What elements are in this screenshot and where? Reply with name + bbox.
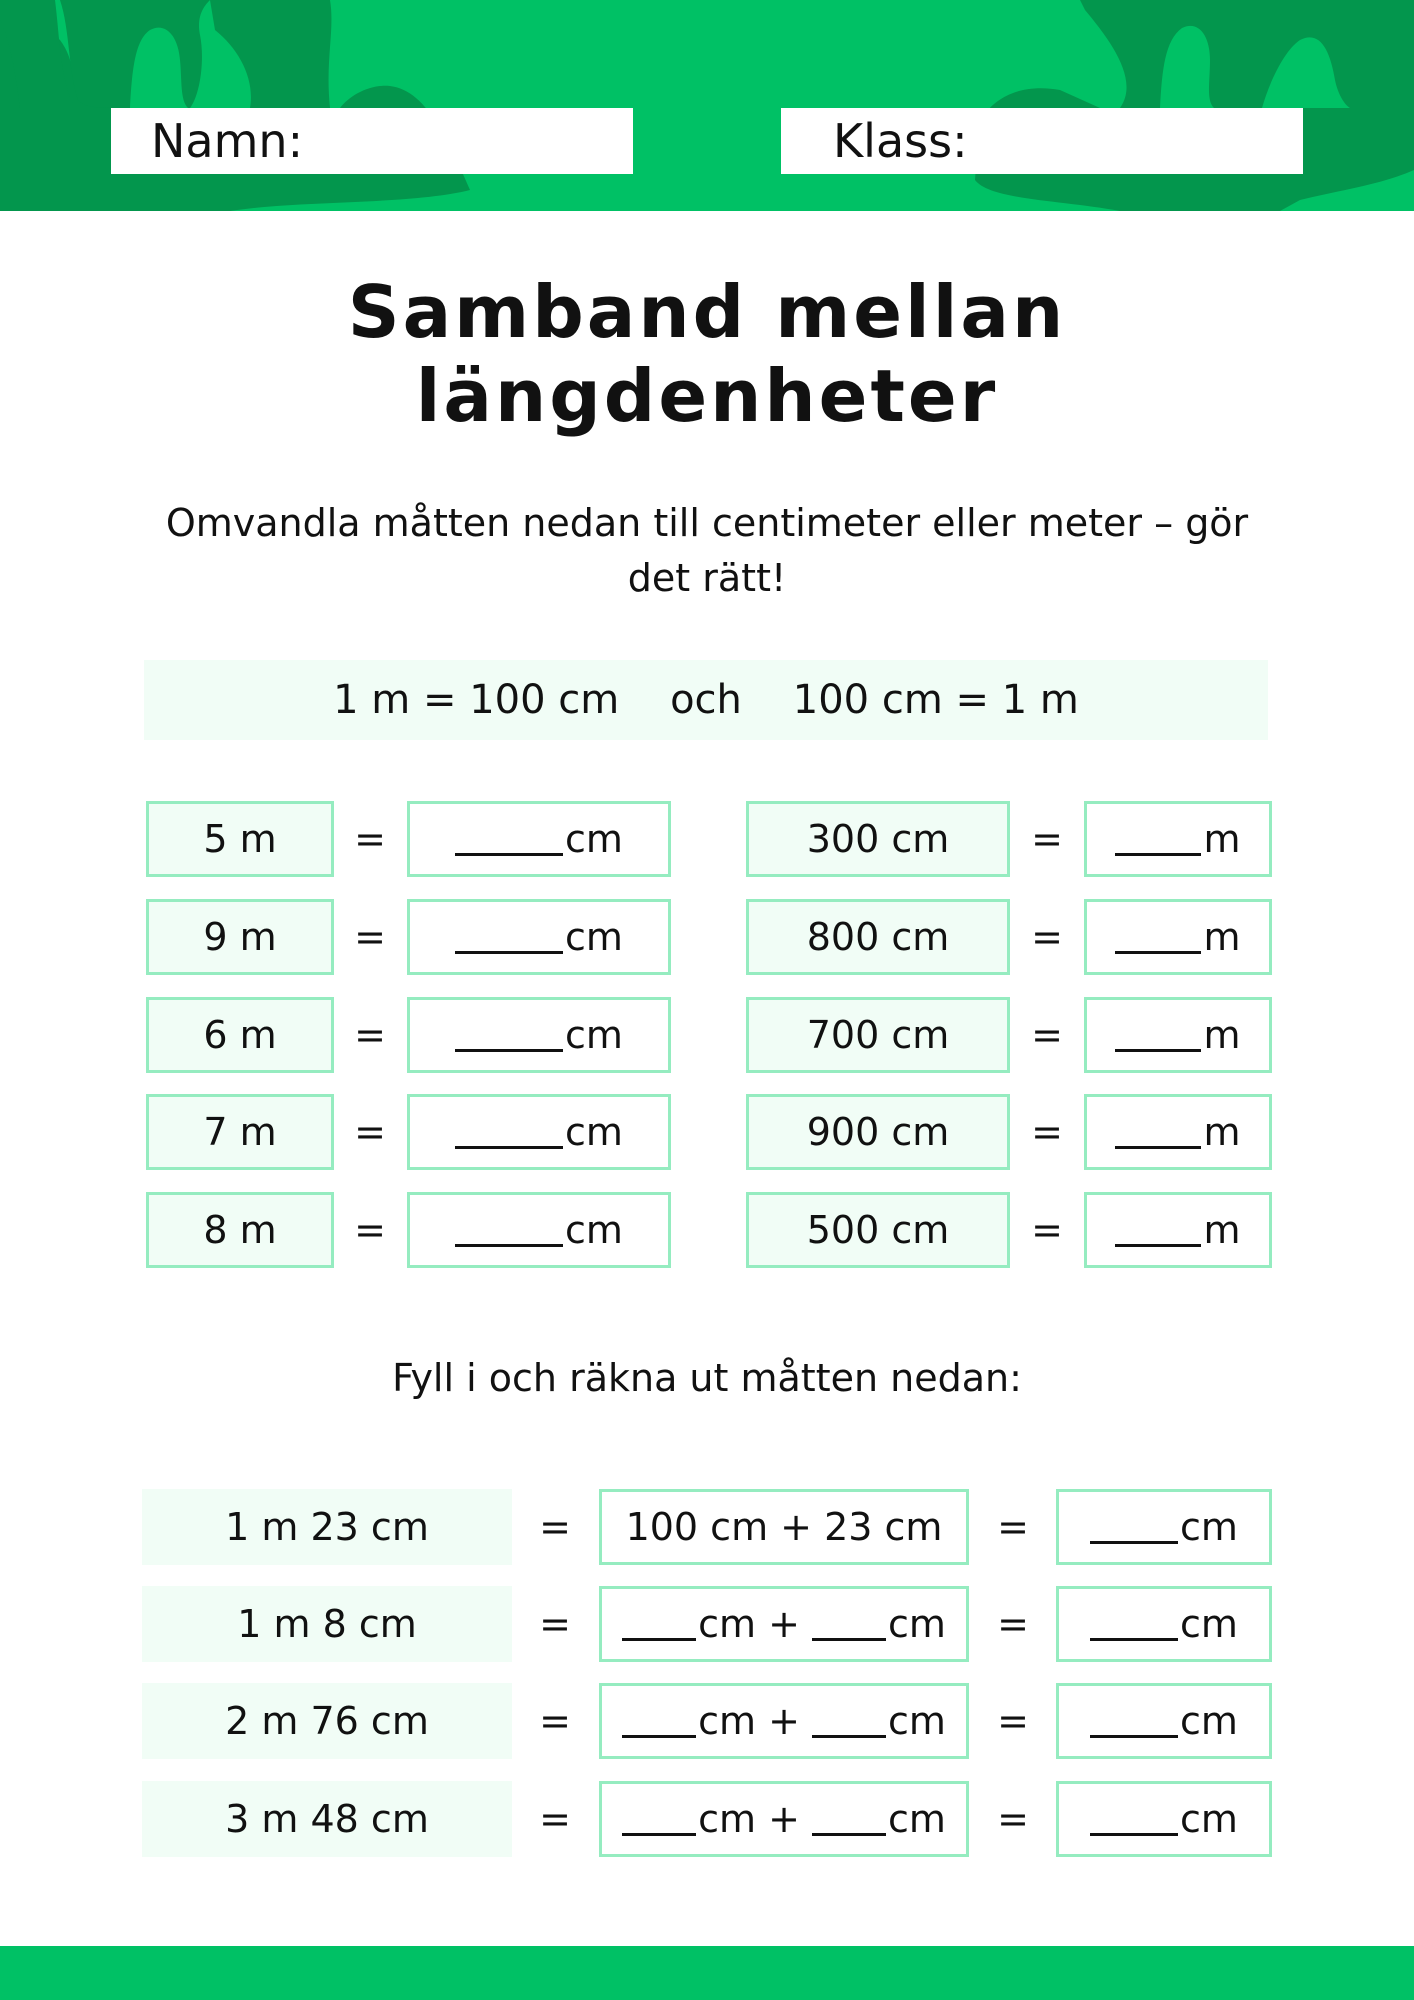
title-line-1: Samband mellan <box>347 270 1067 354</box>
total-box[interactable]: cm <box>1056 1683 1272 1759</box>
answer-box[interactable]: m <box>1084 801 1272 877</box>
name-label: Namn: <box>151 114 304 168</box>
meters-blank[interactable] <box>622 1598 696 1641</box>
answer-box[interactable]: m <box>1084 997 1272 1073</box>
equals-sign: = <box>354 1013 386 1057</box>
instruction-text: Fyll i och räkna ut måtten nedan: <box>392 1356 1022 1400</box>
given-value: 7 m <box>146 1094 334 1170</box>
given-measure: 1 m 23 cm <box>142 1489 512 1565</box>
subtitle-line-1: Omvandla måtten nedan till centimeter eller meter – gör <box>165 501 1249 545</box>
total-box[interactable]: cm <box>1056 1781 1272 1857</box>
answer-blank[interactable] <box>1115 911 1201 954</box>
given-value: 5 m <box>146 801 334 877</box>
equals-sign: = <box>539 1797 571 1841</box>
equals-sign: = <box>997 1699 1029 1743</box>
answer-blank[interactable] <box>1115 813 1201 856</box>
given-value: 700 cm <box>746 997 1010 1073</box>
answer-box[interactable]: cm <box>407 1094 671 1170</box>
answer-blank[interactable] <box>1115 1009 1201 1052</box>
cm-blank[interactable] <box>812 1598 886 1641</box>
rule-right: 100 cm = 1 m <box>792 677 1079 723</box>
given-value: 9 m <box>146 899 334 975</box>
class-label: Klass: <box>833 114 968 168</box>
given-measure: 2 m 76 cm <box>142 1683 512 1759</box>
rule-mid: och <box>670 677 742 723</box>
answer-blank[interactable] <box>455 1106 563 1149</box>
rule-left: 1 m = 100 cm <box>333 677 620 723</box>
equals-sign: = <box>1031 817 1063 861</box>
answer-box[interactable]: cm <box>407 1192 671 1268</box>
answer-blank[interactable] <box>1115 1204 1201 1247</box>
given-value: 300 cm <box>746 801 1010 877</box>
page-subtitle <box>160 496 1254 606</box>
answer-blank[interactable] <box>1090 1598 1178 1641</box>
example-breakdown: 100 cm + 23 cm <box>599 1489 969 1565</box>
cm-blank[interactable] <box>812 1793 886 1836</box>
answer-box[interactable]: cm <box>407 899 671 975</box>
answer-box[interactable]: cm <box>407 997 671 1073</box>
given-value: 500 cm <box>746 1192 1010 1268</box>
breakdown-box[interactable]: cm + cm <box>599 1683 969 1759</box>
answer-blank[interactable] <box>455 813 563 856</box>
answer-box[interactable]: m <box>1084 1192 1272 1268</box>
equals-sign: = <box>354 915 386 959</box>
equals-sign: = <box>997 1602 1029 1646</box>
header-decoration <box>0 0 1414 211</box>
equals-sign: = <box>1031 915 1063 959</box>
equals-sign: = <box>1031 1013 1063 1057</box>
answer-blank[interactable] <box>455 1009 563 1052</box>
equals-sign: = <box>354 1208 386 1252</box>
given-value: 6 m <box>146 997 334 1073</box>
title-line-2: längdenheter <box>415 354 999 438</box>
answer-blank[interactable] <box>1090 1793 1178 1836</box>
equals-sign: = <box>997 1505 1029 1549</box>
answer-blank[interactable] <box>1090 1501 1178 1544</box>
class-field[interactable] <box>781 108 1303 174</box>
equals-sign: = <box>354 817 386 861</box>
cm-blank[interactable] <box>812 1695 886 1738</box>
equals-sign: = <box>1031 1208 1063 1252</box>
equals-sign: = <box>539 1505 571 1549</box>
footer-bar <box>0 1946 1414 2000</box>
given-measure: 1 m 8 cm <box>142 1586 512 1662</box>
given-value: 800 cm <box>746 899 1010 975</box>
equals-sign: = <box>539 1699 571 1743</box>
answer-blank[interactable] <box>455 1204 563 1247</box>
given-value: 900 cm <box>746 1094 1010 1170</box>
equals-sign: = <box>1031 1110 1063 1154</box>
subtitle-line-2: det rätt! <box>627 556 787 600</box>
equals-sign: = <box>354 1110 386 1154</box>
page-title <box>0 270 1414 438</box>
answer-blank[interactable] <box>1115 1106 1201 1149</box>
total-box[interactable]: cm <box>1056 1489 1272 1565</box>
answer-blank[interactable] <box>455 911 563 954</box>
total-box[interactable]: cm <box>1056 1586 1272 1662</box>
equals-sign: = <box>997 1797 1029 1841</box>
given-value: 8 m <box>146 1192 334 1268</box>
meters-blank[interactable] <box>622 1793 696 1836</box>
name-field[interactable] <box>111 108 633 174</box>
header-banner <box>0 0 1414 211</box>
meters-blank[interactable] <box>622 1695 696 1738</box>
given-measure: 3 m 48 cm <box>142 1781 512 1857</box>
answer-blank[interactable] <box>1090 1695 1178 1738</box>
answer-box[interactable]: m <box>1084 1094 1272 1170</box>
breakdown-box[interactable]: cm + cm <box>599 1586 969 1662</box>
equals-sign: = <box>539 1602 571 1646</box>
conversion-rule <box>144 660 1268 740</box>
answer-box[interactable]: cm <box>407 801 671 877</box>
breakdown-box[interactable]: cm + cm <box>599 1781 969 1857</box>
answer-box[interactable]: m <box>1084 899 1272 975</box>
